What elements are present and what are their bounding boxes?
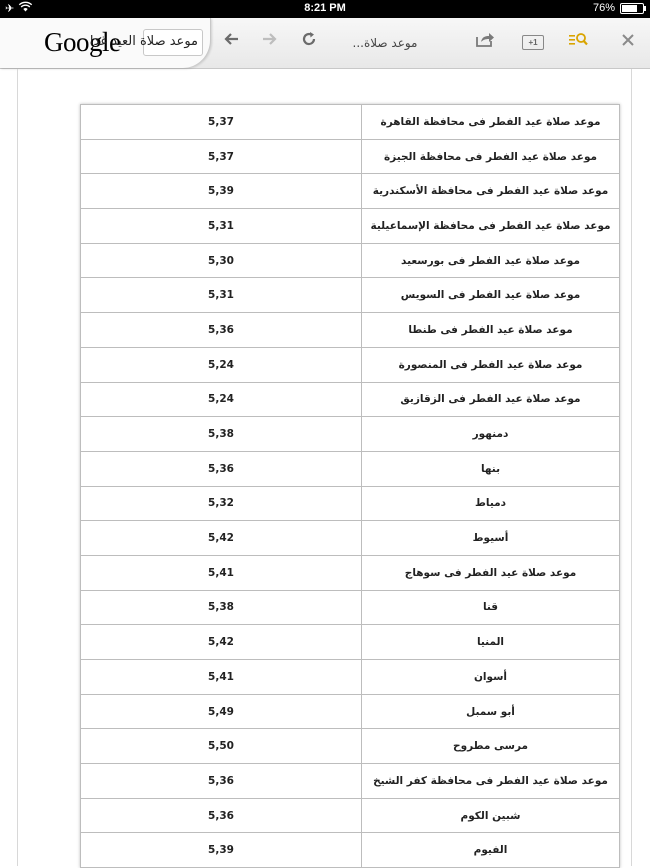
table-row xyxy=(81,729,620,764)
search-input-value: موعد صلاة العيد غدا xyxy=(89,34,198,49)
table-row xyxy=(81,278,620,313)
table-row xyxy=(81,833,620,868)
location-cell: موعد صلاة عيد الفطر فى محافظة الجيزة xyxy=(362,139,620,174)
location-cell: موعد صلاة عيد الفطر فى محافظة كفر الشيخ xyxy=(362,764,620,799)
time-cell: 5,41 xyxy=(81,555,362,590)
table-row xyxy=(81,139,620,174)
time-cell: 5,36 xyxy=(81,764,362,799)
time-cell: 5,38 xyxy=(81,590,362,625)
google-logo[interactable]: Google xyxy=(44,27,121,57)
prayer-times-table xyxy=(80,104,620,868)
table-row xyxy=(81,243,620,278)
battery-percent: 76% xyxy=(592,2,615,14)
time-cell: 5,24 xyxy=(81,382,362,417)
table-row xyxy=(81,694,620,729)
table-row xyxy=(81,521,620,556)
location-cell: موعد صلاة عيد الفطر فى محافظة الإسماعيلية xyxy=(362,209,620,244)
location-cell: بنها xyxy=(362,451,620,486)
time-cell: 5,37 xyxy=(81,105,362,140)
time-cell: 5,42 xyxy=(81,625,362,660)
location-cell: أسوان xyxy=(362,660,620,695)
location-cell: أبو سمبل xyxy=(362,694,620,729)
share-icon[interactable] xyxy=(474,31,496,52)
search-highlight-icon[interactable] xyxy=(567,31,589,52)
search-input[interactable] xyxy=(89,29,203,56)
status-right xyxy=(593,2,644,14)
location-cell: موعد صلاة عيد الفطر فى بورسعيد xyxy=(362,243,620,278)
battery-fill xyxy=(622,5,637,12)
status-bar xyxy=(0,0,650,18)
table-row xyxy=(81,798,620,833)
time-cell: 5,36 xyxy=(81,798,362,833)
time-cell: 5,39 xyxy=(81,174,362,209)
table-row xyxy=(81,174,620,209)
time-cell: 5,42 xyxy=(81,521,362,556)
location-cell: قنا xyxy=(362,590,620,625)
location-cell: موعد صلاة عيد الفطر فى الزقازيق xyxy=(362,382,620,417)
table-row xyxy=(81,417,620,452)
location-cell: الفيوم xyxy=(362,833,620,868)
table-row xyxy=(81,555,620,590)
forward-icon[interactable] xyxy=(259,31,281,51)
table-row xyxy=(81,486,620,521)
location-cell: موعد صلاة عيد الفطر فى السويس xyxy=(362,278,620,313)
time-cell: 5,36 xyxy=(81,313,362,348)
page-border-right xyxy=(631,69,632,866)
time-cell: 5,50 xyxy=(81,729,362,764)
time-cell: 5,24 xyxy=(81,347,362,382)
time-cell: 5,36 xyxy=(81,451,362,486)
browser-toolbar xyxy=(0,18,650,69)
table-row xyxy=(81,382,620,417)
table-row xyxy=(81,625,620,660)
airplane-icon: ✈ xyxy=(5,3,15,15)
location-cell: أسيوط xyxy=(362,521,620,556)
time-cell: 5,38 xyxy=(81,417,362,452)
location-cell: موعد صلاة عيد الفطر فى المنصورة xyxy=(362,347,620,382)
reload-icon[interactable] xyxy=(298,31,320,52)
time-cell: 5,31 xyxy=(81,209,362,244)
location-cell: مرسى مطروح xyxy=(362,729,620,764)
time-cell: 5,41 xyxy=(81,660,362,695)
logo-panel xyxy=(0,18,211,68)
location-cell: موعد صلاة عيد الفطر فى محافظة القاهرة xyxy=(362,105,620,140)
time-cell: 5,37 xyxy=(81,139,362,174)
time-cell: 5,49 xyxy=(81,694,362,729)
time-cell: 5,39 xyxy=(81,833,362,868)
close-icon[interactable] xyxy=(617,31,639,51)
time-cell: 5,31 xyxy=(81,278,362,313)
location-cell: موعد صلاة عيد الفطر فى سوهاج xyxy=(362,555,620,590)
table-row xyxy=(81,209,620,244)
location-cell: شبين الكوم xyxy=(362,798,620,833)
table-row xyxy=(81,105,620,140)
back-icon[interactable] xyxy=(220,31,242,51)
table-row xyxy=(81,660,620,695)
battery-icon xyxy=(620,3,644,14)
time-cell: 5,30 xyxy=(81,243,362,278)
page-border-left xyxy=(17,69,18,866)
location-cell: دمنهور xyxy=(362,417,620,452)
table-row xyxy=(81,313,620,348)
table-row xyxy=(81,347,620,382)
location-cell: المنيا xyxy=(362,625,620,660)
plus-one-icon[interactable]: +1 xyxy=(522,35,544,50)
location-cell: دمياط xyxy=(362,486,620,521)
page-title: موعد صلاة... xyxy=(352,36,418,50)
table-row xyxy=(81,451,620,486)
time-cell: 5,32 xyxy=(81,486,362,521)
table-row xyxy=(81,590,620,625)
location-cell: موعد صلاة عيد الفطر فى محافظة الأسكندرية xyxy=(362,174,620,209)
location-cell: موعد صلاة عيد الفطر فى طنطا xyxy=(362,313,620,348)
table-row xyxy=(81,764,620,799)
status-time: 8:21 PM xyxy=(304,2,346,14)
